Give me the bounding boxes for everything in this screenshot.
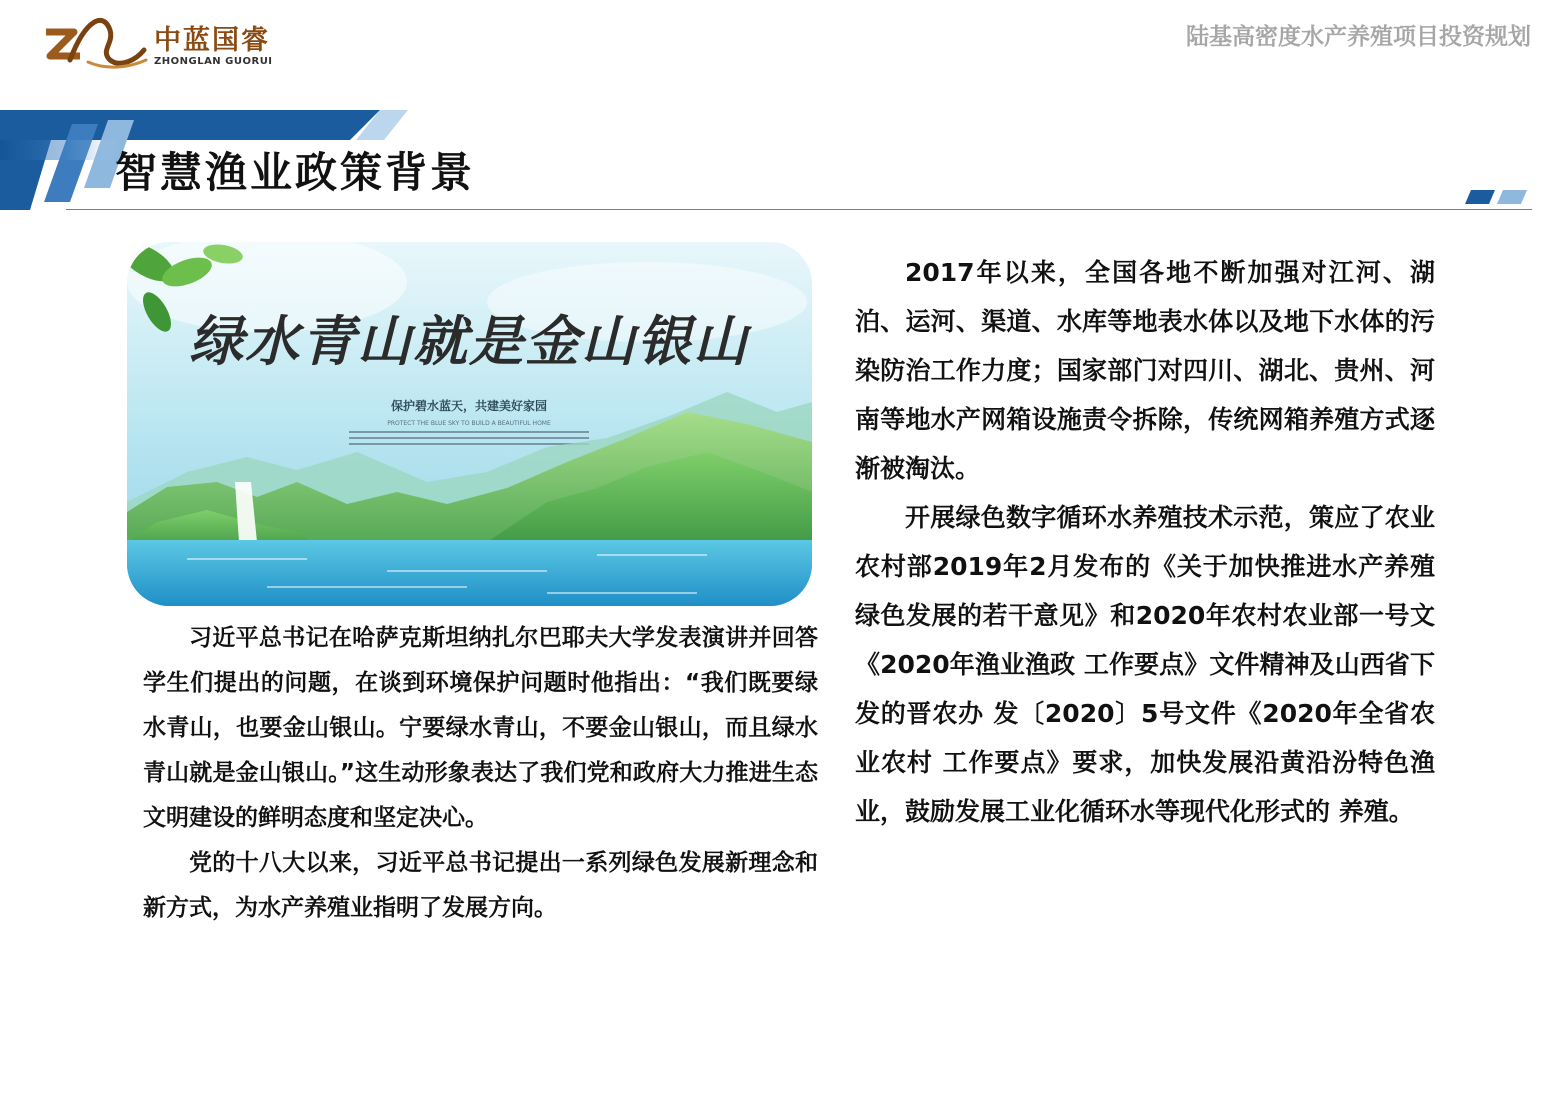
title-underline	[66, 209, 1532, 210]
document-title: 陆基高密度水产养殖项目投资规划	[1186, 24, 1531, 50]
company-logo	[40, 10, 280, 74]
right-paragraph-2: 开展绿色数字循环水养殖技术示范，策应了农业农村部2019年2月发布的《关于加快推进水产养殖绿色发展的若干意见》和2020年农村农业部一号文《2020年渔业渔政 工作要点》文件精神及山西省下发的晋农办 发〔2020〕5号文件《2020年全省农业农村 工作要点》要求，加快发展沿黄沿汾特色渔 业，鼓励发展工业化循环水等现代化形式的 养殖。	[855, 503, 1435, 826]
left-paragraph-1: 习近平总书记在哈萨克斯坦纳扎尔巴耶夫大学发表演讲并回答学生们提出的问题，在谈到环境保护问题时他指出：“我们既要绿水青山，也要金山银山。宁要绿水青山，不要金山银山，而且绿水青山就是金山银山。”这生动形象表达了我们党和政府大力推进生态文明建设的鲜明态度和坚定决心。	[143, 625, 818, 831]
logo-text-en: ZHONGLAN GUORUI	[154, 56, 273, 67]
landscape-image	[127, 242, 812, 606]
left-paragraph-2: 党的十八大以来，习近平总书记提出一系列绿色发展新理念和新方式，为水产养殖业指明了发展方向。	[143, 850, 818, 921]
right-paragraph-1: 2017年以来，全国各地不断加强对江河、湖泊、运河、渠道、水库等地表水体以及地下水体的污染防治工作力度；国家部门对四川、湖北、贵州、河南等地水产网箱设施责令拆除，传统网箱养殖方式逐渐被淘汰。	[855, 258, 1435, 483]
image-small-en: PROTECT THE BLUE SKY TO BUILD A BEAUTIFUL HOME	[387, 420, 551, 427]
section-title: 智慧渔业政策背景	[115, 148, 476, 197]
image-headline: 绿水青山就是金山银山	[189, 309, 749, 373]
right-column-text	[855, 248, 1435, 836]
logo-text-cn: 中蓝国睿	[154, 25, 270, 56]
corner-decoration	[1465, 188, 1529, 206]
image-subline: 保护碧水蓝天，共建美好家园	[390, 399, 548, 413]
left-column-text	[143, 616, 818, 931]
zl-logo-icon	[40, 10, 150, 74]
